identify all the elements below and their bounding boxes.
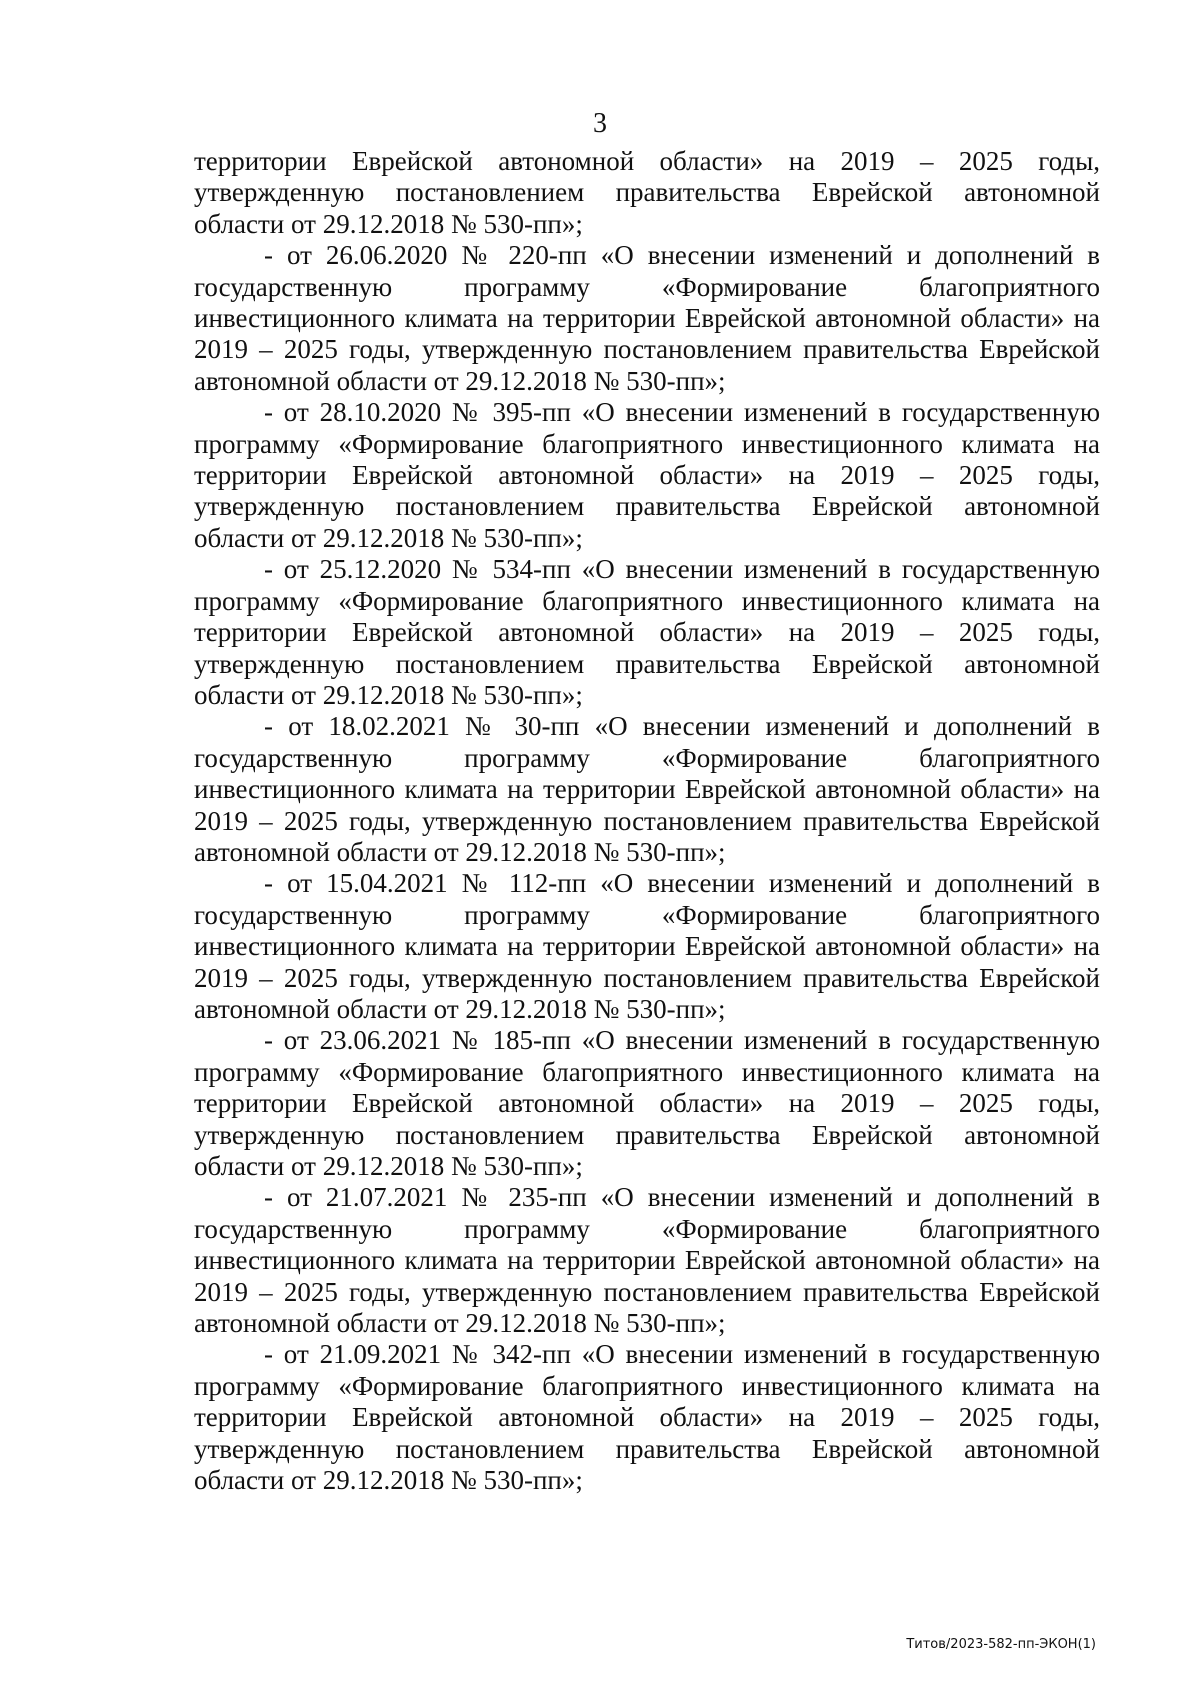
text-line: государственную программу «Формирование благоприятного (194, 899, 1100, 930)
text-line: области от 29.12.2018 № 530-пп»; (194, 208, 583, 239)
text-line: автономной области от 29.12.2018 № 530-пп»; (194, 993, 726, 1024)
page-number: 3 (593, 108, 607, 139)
paragraph-first-line: - от 18.02.2021 № 30-пп «О внесении изменений и дополнений в (264, 711, 1100, 742)
text-line: утвержденную постановлением правительства Еврейской автономной (194, 1433, 1100, 1464)
text-line: государственную программу «Формирование благоприятного (194, 1213, 1100, 1244)
text-line: утвержденную постановлением правительства Еврейской автономной (194, 648, 1100, 679)
text-line: территории Еврейской автономной области» на 2019 – 2025 годы, (194, 1402, 1100, 1433)
text-line: области от 29.12.2018 № 530-пп»; (194, 522, 583, 553)
text-line: государственную программу «Формирование благоприятного (194, 271, 1100, 302)
text-line: области от 29.12.2018 № 530-пп»; (194, 679, 583, 710)
text-line: государственную программу «Формирование благоприятного (194, 742, 1100, 773)
paragraph-first-line: - от 23.06.2021 № 185-пп «О внесении изменений в государственную (264, 1025, 1100, 1056)
text-line: утвержденную постановлением правительства Еврейской автономной (194, 491, 1100, 522)
paragraph-first-line: - от 15.04.2021 № 112-пп «О внесении изменений и дополнений в (264, 868, 1100, 899)
text-line: программу «Формирование благоприятного инвестиционного климата на (194, 1056, 1100, 1087)
document-body (194, 146, 1100, 1496)
document-footer-code: Титов/2023-582-пп-ЭКОН(1) (906, 1637, 1096, 1652)
paragraph-first-line: - от 28.10.2020 № 395-пп «О внесении изменений в государственную (264, 397, 1100, 428)
paragraph-first-line: - от 26.06.2020 № 220-пп «О внесении изменений и дополнений в (264, 240, 1100, 271)
text-line: территории Еврейской автономной области» на 2019 – 2025 годы, (194, 1088, 1100, 1119)
text-line: программу «Формирование благоприятного инвестиционного климата на (194, 1370, 1100, 1401)
text-line: утвержденную постановлением правительства Еврейской автономной (194, 177, 1100, 208)
text-line: области от 29.12.2018 № 530-пп»; (194, 1151, 583, 1181)
text-line: 2019 – 2025 годы, утвержденную постановлением правительства Еврейской (194, 962, 1100, 993)
text-line: автономной области от 29.12.2018 № 530-пп»; (194, 1308, 726, 1339)
text-line: территории Еврейской автономной области» на 2019 – 2025 годы, (194, 146, 1100, 176)
text-line: 2019 – 2025 годы, утвержденную постановлением правительства Еврейской (194, 805, 1100, 836)
text-line: инвестиционного климата на территории Еврейской автономной области» на (194, 931, 1100, 962)
text-line: автономной области от 29.12.2018 № 530-пп»; (194, 365, 726, 396)
text-line: области от 29.12.2018 № 530-пп»; (194, 1465, 583, 1496)
text-line: инвестиционного климата на территории Еврейской автономной области» на (194, 303, 1100, 334)
text-line: утвержденную постановлением правительства Еврейской автономной (194, 1119, 1100, 1150)
text-line: 2019 – 2025 годы, утвержденную постановлением правительства Еврейской (194, 334, 1100, 365)
text-line: программу «Формирование благоприятного инвестиционного климата на (194, 428, 1100, 459)
text-line: программу «Формирование благоприятного инвестиционного климата на (194, 585, 1100, 616)
text-line: территории Еврейской автономной области» на 2019 – 2025 годы, (194, 617, 1100, 648)
text-line: автономной области от 29.12.2018 № 530-пп»; (194, 836, 726, 867)
text-line: инвестиционного климата на территории Еврейской автономной области» на (194, 1245, 1100, 1276)
text-line: 2019 – 2025 годы, утвержденную постановлением правительства Еврейской (194, 1276, 1100, 1307)
paragraph-first-line: - от 25.12.2020 № 534-пп «О внесении изменений в государственную (264, 554, 1100, 585)
text-line: территории Еврейской автономной области» на 2019 – 2025 годы, (194, 460, 1100, 491)
text-line: инвестиционного климата на территории Еврейской автономной области» на (194, 774, 1100, 805)
paragraph-first-line: - от 21.07.2021 № 235-пп «О внесении изменений и дополнений в (264, 1182, 1100, 1213)
paragraph-first-line: - от 21.09.2021 № 342-пп «О внесении изменений в государственную (264, 1339, 1100, 1370)
